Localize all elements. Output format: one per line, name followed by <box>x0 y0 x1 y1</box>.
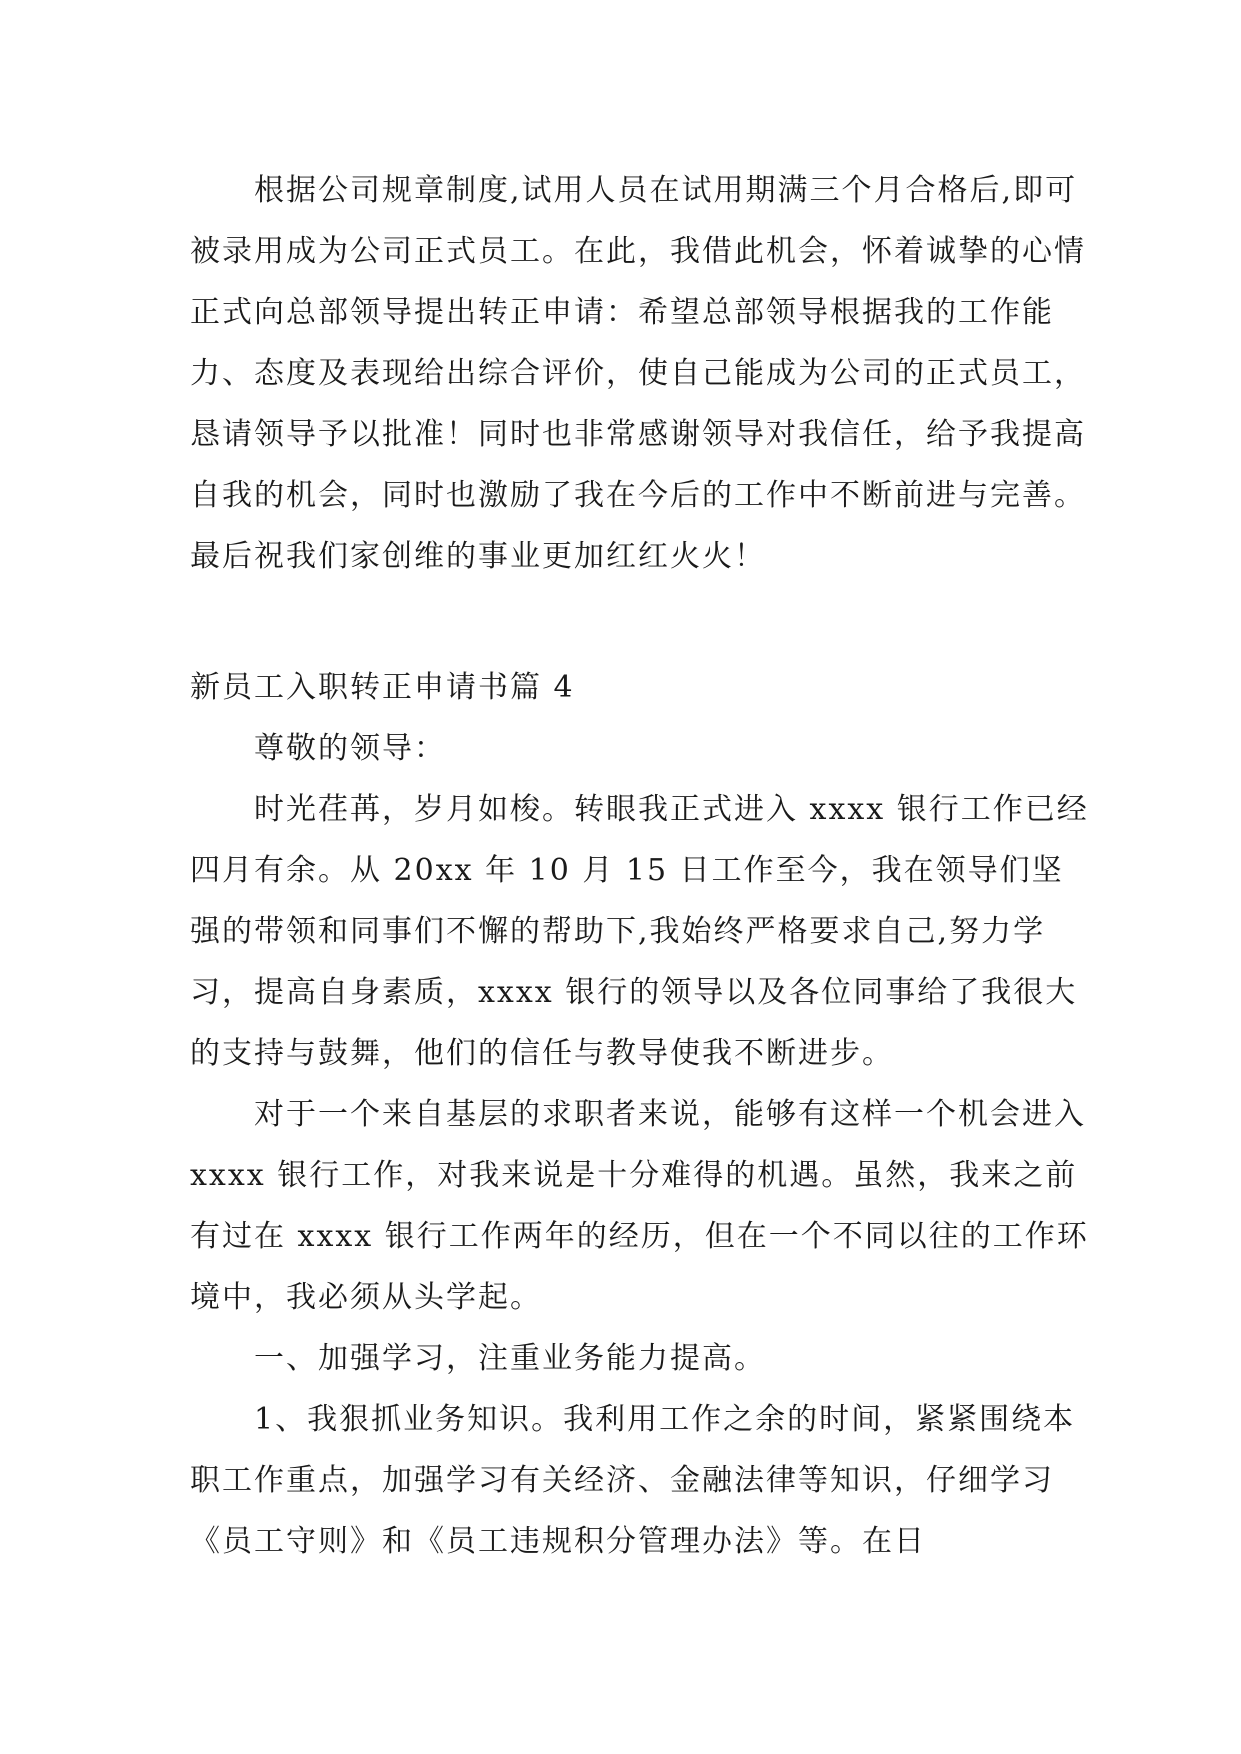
document-body <box>190 160 1090 1572</box>
paragraph-intro: 时光荏苒，岁月如梭。转眼我正式进入 xxxx 银行工作已经四月有余。从 20xx 年 10 月 15 日工作至今，我在领导们坚强的带领和同事们不懈的帮助下,我始终严格要求自己,努力学习，提高自身素质，xxxx 银行的领导以及各位同事给了我很大的支持与鼓舞，他们的信任与教导使我不断进步。 <box>190 792 1089 1071</box>
paragraph-subheading-1: 一、加强学习，注重业务能力提高。 <box>254 1341 766 1376</box>
paragraph-item-1: 1、我狠抓业务知识。我利用工作之余的时间，紧紧围绕本职工作重点，加强学习有关经济、金融法律等知识，仔细学习《员工守则》和《员工违规积分管理办法》等。在日 <box>190 1402 1076 1559</box>
section-title: 新员工入职转正申请书篇 4 <box>190 670 575 705</box>
paragraph-probation-request: 根据公司规章制度,试用人员在试用期满三个月合格后,即可被录用成为公司正式员工。在此，我借此机会，怀着诚挚的心情正式向总部领导提出转正申请：希望总部领导根据我的工作能力、态度及表现给出综合评价，使自己能成为公司的正式员工，恳请领导予以批准！同时也非常感谢领导对我信任，给予我提高自我的机会，同时也激励了我在今后的工作中不断前进与完善。最后祝我们家创维的事业更加红红火火！ <box>190 173 1086 574</box>
salutation: 尊敬的领导： <box>254 731 446 766</box>
paragraph-background: 对于一个来自基层的求职者来说，能够有这样一个机会进入 xxxx 银行工作，对我来说是十分难得的机遇。虽然，我来之前有过在 xxxx 银行工作两年的经历，但在一个不同以往的工作环境中，我必须从头学起。 <box>190 1097 1089 1315</box>
